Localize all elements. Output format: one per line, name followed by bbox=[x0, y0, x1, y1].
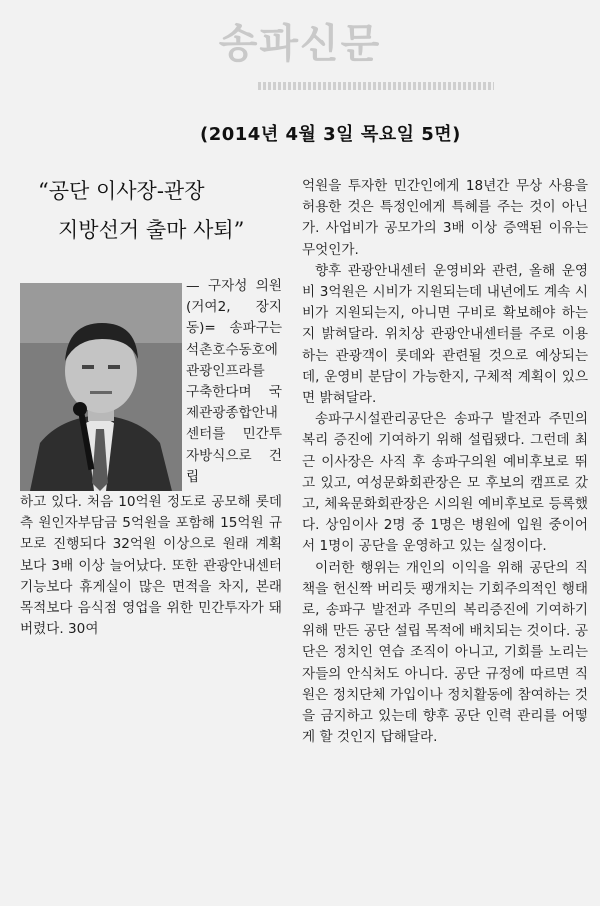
headline-line-2: 지방선거 출마 사퇴” bbox=[58, 218, 245, 242]
article-paragraph: 향후 관광안내센터 운영비와 관련, 올해 운영비 3억원은 시비가 지원되는데 내년에도 계속 시비가 지원되는지, 아니면 구비로 확보해야 하는지 밝혀달라. 위치상 관광안내센터를 주로 이용하는 관광객이 롯데와 관련될 것으로 예상되는데, 운영비 분담이 가능한지, 구체적 계획이 있으면 밝혀달라. bbox=[302, 262, 588, 407]
article-paragraph: 송파구시설관리공단은 송파구 발전과 주민의 복리 증진에 기여하기 위해 설립됐다. 그런데 최근 이사장은 사직 후 송파구의원 예비후보로 뛰고 있고, 여성문화회관장은 모 후보의 캠프로 갔고, 체육문화회관장은 시의원 예비후보로 등록했다. 상임이사 2명 중 1명은 병원에 입원 중이어서 1명이 공단을 운영하고 있는 실정이다. bbox=[302, 411, 588, 555]
article-left-column bbox=[20, 492, 282, 640]
article-paragraph: 이러한 행위는 개인의 이익을 위해 공단의 직책을 헌신짝 버리듯 팽개치는 기회주의적인 행태로, 송파구 발전과 주민의 복리증진에 기여하기 위해 만든 공단 설립 목적에 배치되는 것이다. 공단은 정치인 연습 조직이 아니고, 기회를 노리는 자들의 안식처도 아니다. 공단 규정에 따르면 직원은 정치단체 가입이나 정치활동에 참여하는 것을 금지하고 있는데 향후 공단 인력 관리를 어떻게 할 것인지 답해달라. bbox=[302, 559, 588, 746]
article-byline-lead: — 구자성 의원(거여2, 장지동)= 송파구는 석촌호수동호에 관광인프라를 구축한다며 국제관광종합안내센터를 민간투자방식으로 건립 bbox=[186, 278, 282, 485]
article-paragraph: 억원을 투자한 민간인에게 18년간 무상 사용을 허용한 것은 특정인에게 특혜를 주는 것이 아닌가. 사업비가 공모가의 3배 이상 증액된 이유는 무엇인가. bbox=[302, 178, 588, 258]
portrait-photo bbox=[20, 283, 182, 491]
article-paragraph: 하고 있다. 처음 10억원 정도로 공모해 롯데 측 원인자부담금 5억원을 포함해 15억원 규모로 진행되다 32억원 이상으로 원래 계획보다 3배 이상 늘어났다. 또한 관광안내센터 기능보다 휴게실이 많은 면적을 차지, 본래 목적보다 음식점 영업을 위한 민간투자가 돼 버렸다. 30여 bbox=[20, 494, 282, 638]
headline bbox=[30, 172, 280, 250]
portrait-icon bbox=[20, 283, 182, 491]
headline-line-1: “공단 이사장-관장 bbox=[38, 179, 205, 203]
masthead: 송파신문 bbox=[218, 21, 382, 67]
article-right-column bbox=[302, 176, 588, 748]
edition-date: (2014년 4월 3일 목요일 5면) bbox=[200, 124, 461, 145]
article-byline-column bbox=[186, 276, 282, 488]
masthead-rule bbox=[258, 82, 494, 90]
